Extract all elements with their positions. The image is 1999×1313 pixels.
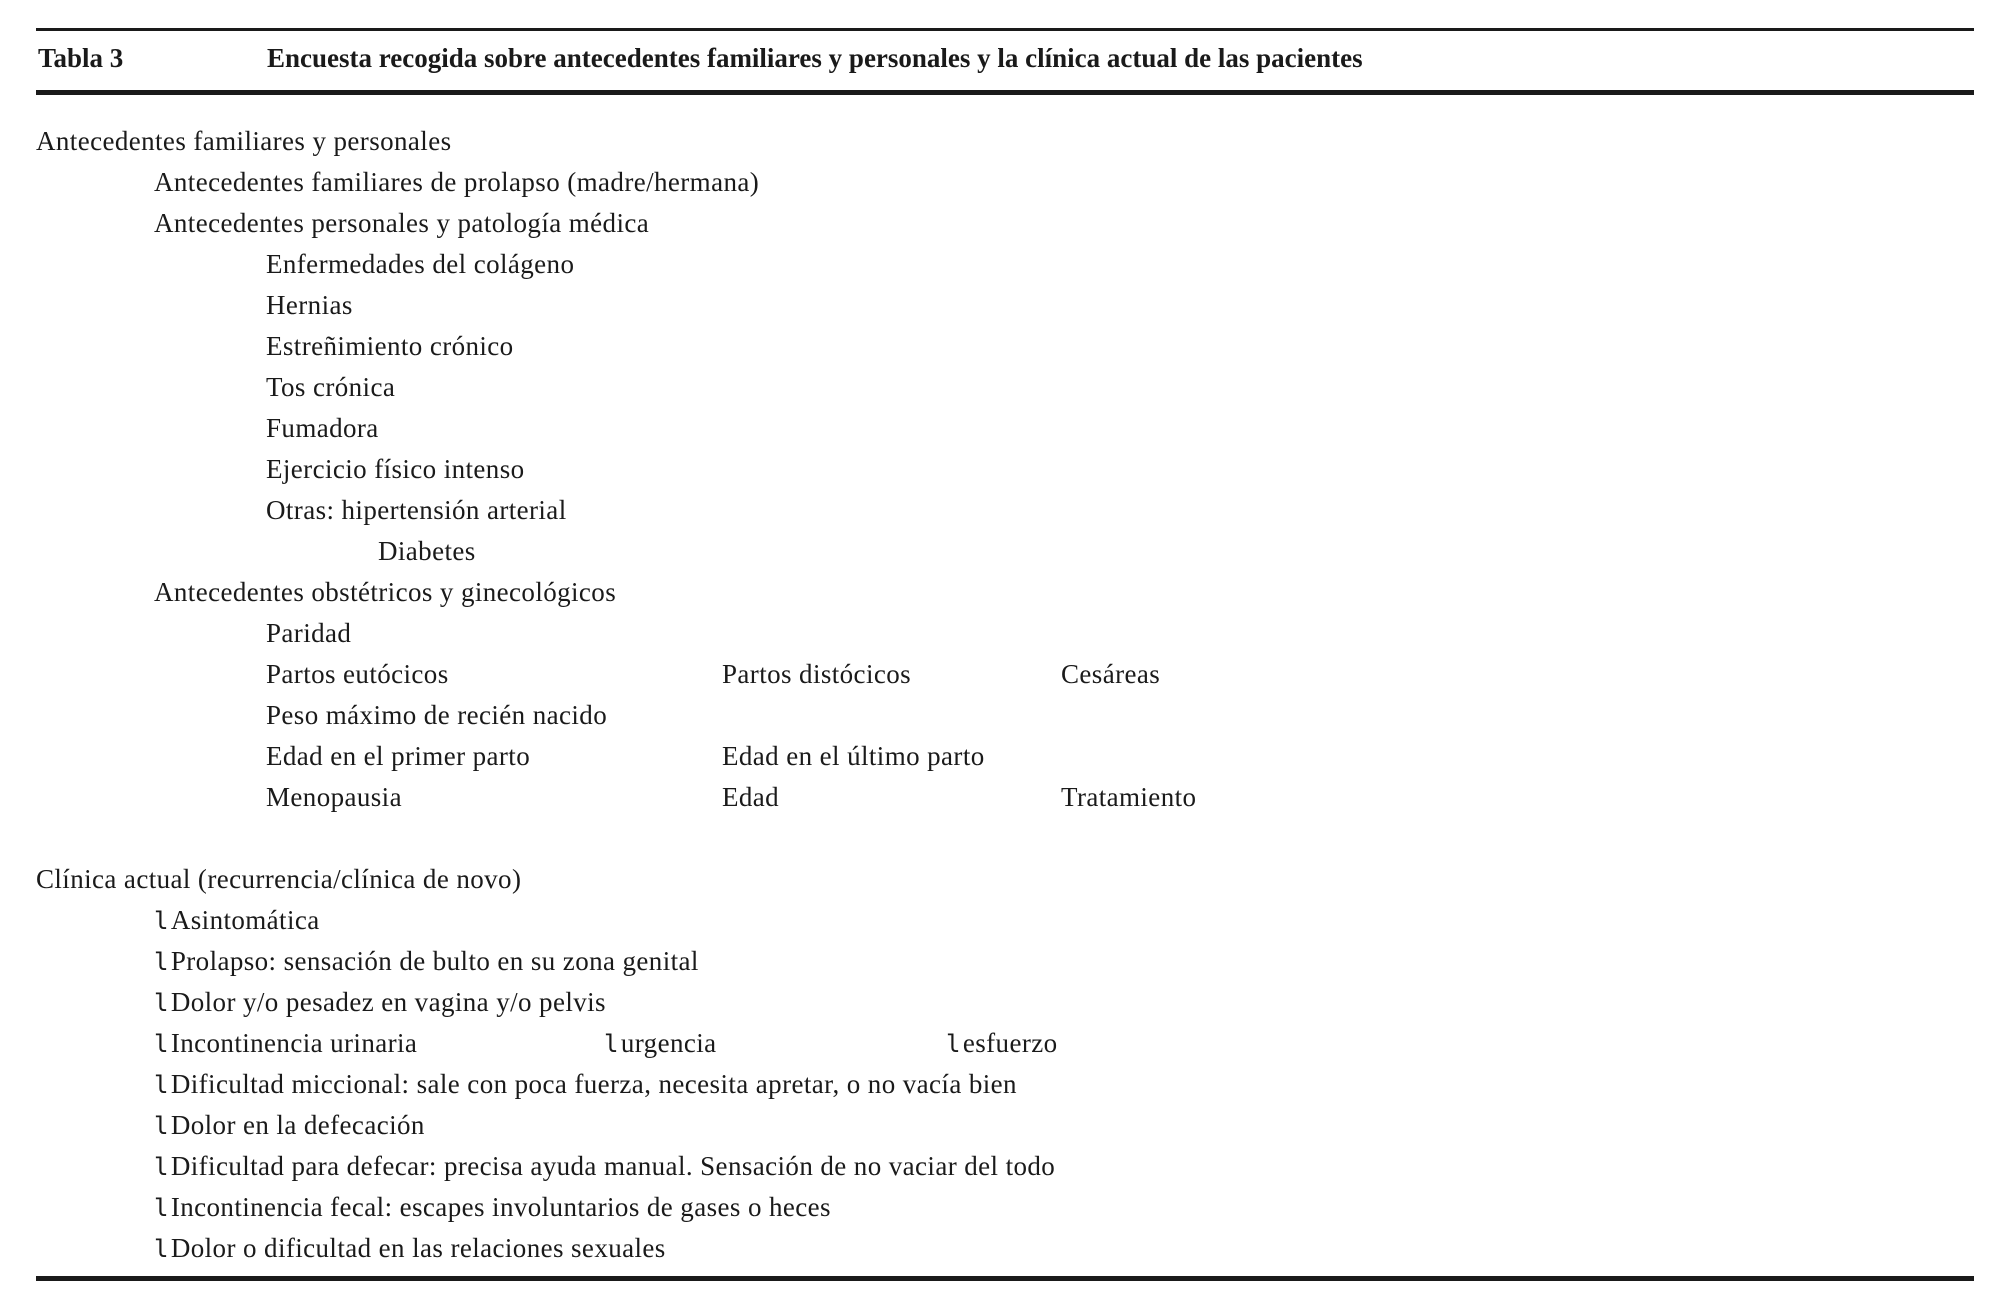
peso-maximo: Peso máximo de recién nacido bbox=[266, 700, 608, 730]
list-item: Fumadora bbox=[266, 413, 379, 443]
list-item: lAsintomática bbox=[154, 905, 320, 935]
bullet: l bbox=[154, 1030, 169, 1058]
section-heading-antecedentes: Antecedentes familiares y personales bbox=[36, 126, 452, 156]
list-item: lDolor en la defecación bbox=[154, 1110, 425, 1140]
menopausia: Menopausia bbox=[266, 782, 402, 812]
antecedentes-familiares: Antecedentes familiares de prolapso (madre/hermana) bbox=[154, 167, 760, 197]
list-item: Hernias bbox=[266, 290, 353, 320]
bullet: l bbox=[154, 1071, 169, 1099]
list-item: lProlapso: sensación de bulto en su zona genital bbox=[154, 946, 699, 976]
list-item: lDificultad para defecar: precisa ayuda manual. Sensación de no vaciar del todo bbox=[154, 1151, 1056, 1181]
list-item: lDolor y/o pesadez en vagina y/o pelvis bbox=[154, 987, 606, 1017]
bullet: l bbox=[946, 1030, 961, 1058]
top-rule bbox=[36, 28, 1974, 31]
list-item: Ejercicio físico intenso bbox=[266, 454, 525, 484]
bullet: l bbox=[604, 1030, 619, 1058]
tratamiento: Tratamiento bbox=[1061, 782, 1197, 812]
header-rule bbox=[36, 90, 1974, 95]
bullet: l bbox=[154, 1153, 169, 1181]
edad: Edad bbox=[722, 782, 780, 812]
section-heading-clinica: Clínica actual (recurrencia/clínica de novo) bbox=[36, 864, 522, 894]
list-sub-item: Diabetes bbox=[378, 536, 476, 566]
table-label: Tabla 3 bbox=[38, 43, 124, 73]
partos-eutocicos: Partos eutócicos bbox=[266, 659, 449, 689]
partos-distocicos: Partos distócicos bbox=[722, 659, 912, 689]
list-item: Enfermedades del colágeno bbox=[266, 249, 575, 279]
bullet: l bbox=[154, 907, 169, 935]
list-item-urgencia: lurgencia bbox=[604, 1028, 717, 1058]
list-item: Otras: hipertensión arterial bbox=[266, 495, 567, 525]
bullet: l bbox=[154, 948, 169, 976]
list-item: lDificultad miccional: sale con poca fuerza, necesita apretar, o no vacía bien bbox=[154, 1069, 1017, 1099]
bullet: l bbox=[154, 1235, 169, 1263]
list-item: lIncontinencia urinaria bbox=[154, 1028, 418, 1058]
list-item: lDolor o dificultad en las relaciones sexuales bbox=[154, 1233, 666, 1263]
list-item-esfuerzo: lesfuerzo bbox=[946, 1028, 1058, 1058]
bottom-rule bbox=[36, 1276, 1974, 1281]
table-title: Encuesta recogida sobre antecedentes familiares y personales y la clínica actual de las pacientes bbox=[267, 43, 1363, 73]
list-item: Tos crónica bbox=[266, 372, 396, 402]
edad-primer-parto: Edad en el primer parto bbox=[266, 741, 531, 771]
bullet: l bbox=[154, 989, 169, 1017]
antecedentes-obstetricos-heading: Antecedentes obstétricos y ginecológicos bbox=[154, 577, 617, 607]
antecedentes-personales-heading: Antecedentes personales y patología médica bbox=[154, 208, 650, 238]
edad-ultimo-parto: Edad en el último parto bbox=[722, 741, 985, 771]
list-item: Estreñimiento crónico bbox=[266, 331, 514, 361]
bullet: l bbox=[154, 1194, 169, 1222]
paridad: Paridad bbox=[266, 618, 352, 648]
bullet: l bbox=[154, 1112, 169, 1140]
cesareas: Cesáreas bbox=[1061, 659, 1161, 689]
list-item: lIncontinencia fecal: escapes involuntarios de gases o heces bbox=[154, 1192, 831, 1222]
